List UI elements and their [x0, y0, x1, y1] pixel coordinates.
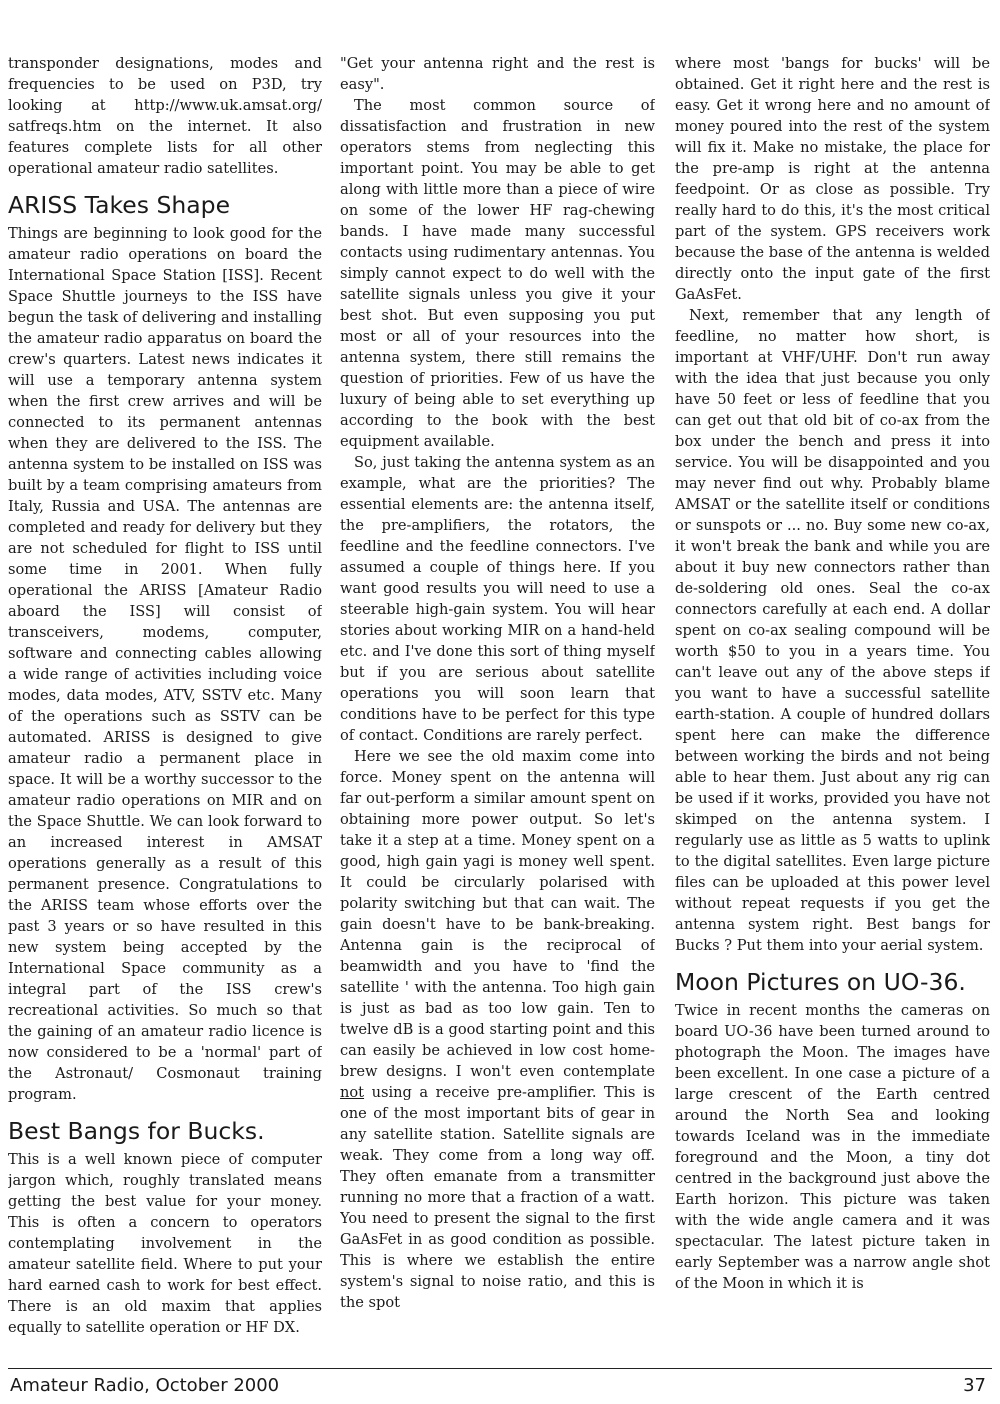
- paragraph-bangs: This is a well known piece of computer jargon which, roughly translated means getting the best value for your money. This is often a concern to operators contemplating involvement in the amateur satellite field. Where to put your hard earned cash to work for best effect. There is an old maxim that applies equally to satellite operation or HF DX.: [8, 1151, 322, 1336]
- column-3: [675, 53, 990, 1344]
- column-1: [8, 53, 322, 1344]
- paragraph-intro: transponder designations, modes and frequencies to be used on P3D, try looking at http://www.uk.amsat.org/ satfreqs.htm on the internet. It also features complete lists for all other operational amateur radio satellites.: [8, 55, 322, 177]
- paragraph-maxim-force: [340, 746, 655, 1313]
- heading-best-bangs-for-bucks: Best Bangs for Bucks.: [8, 1117, 265, 1145]
- footer-publication: Amateur Radio, October 2000: [10, 1375, 280, 1396]
- paragraph-feedline: Next, remember that any length of feedline, no matter how short, is important at VHF/UHF. Don't run away with the idea that just because you only have 50 feet or less of feedline that you can get out that old bit of co-ax from the box under the bench and press it into service. You will be disappointed and you may never find out why. Probably blame AMSAT or the satellite itself or conditions or sunspots or ... no. Buy some new co-ax, it won't break the bank and while you are about it buy new connectors rather than de-soldering old ones. Seal the co-ax connectors carefully at each end. A dollar spent on co-ax sealing compound will be worth $50 to you in a years time. You can't leave out any of the above steps if you want to have a successful satellite earth-station. A couple of hundred dollars spent here can make the difference between working the birds and not being able to hear them. Just about any rig can be used if it works, provided you have not skimped on the antenna system. I regularly use as little as 5 watts to uplink to the digital satellites. Even large picture files can be uploaded at this power level without repeat requests if you get the antenna system right. Best bangs for Bucks ? Put them into your aerial system.: [675, 307, 990, 954]
- paragraph-maxim-force-part-a: Here we see the old maxim come into force. Money spent on the antenna will far out-perform a similar amount spent on obtaining more power output. So let's take it a step at a time. Money spent on a good, high gain yagi is money well spent. It could be circularly polarised with polarity switching but that can wait. The gain doesn't have to be bank-breaking. Antenna gain is the reciprocal of beamwidth and you have to 'find the satellite ' with the antenna. Too high gain is just as bad as too low gain. Ten to twelve dB is a good starting point and this can easily be achieved in low cost home-brew designs. I won't even contemplate: [340, 748, 655, 1080]
- heading-moon-pictures: Moon Pictures on UO-36.: [675, 968, 966, 996]
- paragraph-moon: Twice in recent months the cameras on board UO-36 have been turned around to photograph the Moon. The images have been excellent. In one case a picture of a large crescent of the Earth centred around the North Sea and looking towards Iceland was in the immediate foreground and the Moon, a tiny dot centred in the background just above the Earth horizon. This picture was taken with the wide angle camera and it was spectacular. The latest picture taken in early September was a narrow angle shot of the Moon in which it is: [675, 1002, 990, 1292]
- footer-rule: [8, 1368, 992, 1369]
- paragraph-maxim-quote: "Get your antenna right and the rest is easy".: [340, 55, 655, 93]
- footer-page-number: 37: [963, 1375, 986, 1396]
- paragraph-priorities: So, just taking the antenna system as an example, what are the priorities? The essential elements are: the antenna itself, the pre-amplifiers, the rotators, the feedline and the feedline connectors. I've assumed a couple of things here. If you want good results you will need to use a steerable high-gain system. You will hear stories about working MIR on a hand-held etc. and I've done this sort of thing myself but if you are serious about satellite operations you will soon learn that conditions have to be perfect for this type of contact. Conditions are rarely perfect.: [340, 454, 655, 744]
- paragraph-maxim-force-part-b: using a receive pre-amplifier. This is one of the most important bits of gear in any satellite station. Satellite signals are weak. They come from a long way off. They often emanate from a transmitter running no more that a fraction of a watt. You need to present the signal to the first GaAsFet in as good condition as possible. This is where we establish the entire system's signal to noise ratio, and this is the spot: [340, 1084, 655, 1311]
- paragraph-dissatisfaction: The most common source of dissatisfaction and frustration in new operators stems from neglecting this important point. You may be able to get along with little more than a piece of wire on some of the lower HF rag-chewing bands. I have made many successful contacts using rudimentary antennas. You simply cannot expect to do well with the satellite signals unless you give it your best shot. But even supposing you put most or all of your resources into the antenna system, there still remains the question of priorities. Few of us have the luxury of being able to set everything up according to the book with the best equipment available.: [340, 97, 655, 450]
- column-2: [340, 53, 655, 1344]
- paragraph-bangs-continued: where most 'bangs for bucks' will be obtained. Get it right here and the rest is easy. Get it wrong here and no amount of money poured into the rest of the system will fix it. Make no mistake, the place for the pre-amp is right at the antenna feedpoint. Or as close as possible. Try really hard to do this, it's the most critical part of the system. GPS receivers work because the base of the antenna is welded directly onto the input gate of the first GaAsFet.: [675, 55, 990, 303]
- underlined-not: not: [340, 1084, 365, 1101]
- heading-ariss-takes-shape: ARISS Takes Shape: [8, 191, 231, 219]
- paragraph-ariss: Things are beginning to look good for the amateur radio operations on board the International Space Station [ISS]. Recent Space Shuttle journeys to the ISS have begun the task of delivering and installing the amateur radio apparatus on board the crew's quarters. Latest news indicates it will use a temporary antenna system when the first crew arrives and will be connected to its permanent antennas when they are delivered to the ISS. The antenna system to be installed on ISS was built by a team comprising amateurs from Italy, Russia and USA. The antennas are completed and ready for delivery but they are not scheduled for flight to ISS until some time in 2001. When fully operational the ARISS [Amateur Radio aboard the ISS] will consist of transceivers, modems, computer, software and connecting cables allowing a wide range of activities including voice modes, data modes, ATV, SSTV etc. Many of the operations such as SSTV can be automated. ARISS is designed to give amateur radio a permanent place in space. It will be a worthy successor to the amateur radio operations on MIR and on the Space Shuttle. We can look forward to an increased interest in AMSAT operations generally as a result of this permanent presence. Congratulations to the ARISS team whose efforts over the past 3 years or so have resulted in this new system being accepted by the International Space community as a integral part of the ISS crew's recreational activities. So much so that the gaining of an amateur radio licence is now considered to be a 'normal' part of the Astronaut/ Cosmonaut training program.: [8, 225, 322, 1103]
